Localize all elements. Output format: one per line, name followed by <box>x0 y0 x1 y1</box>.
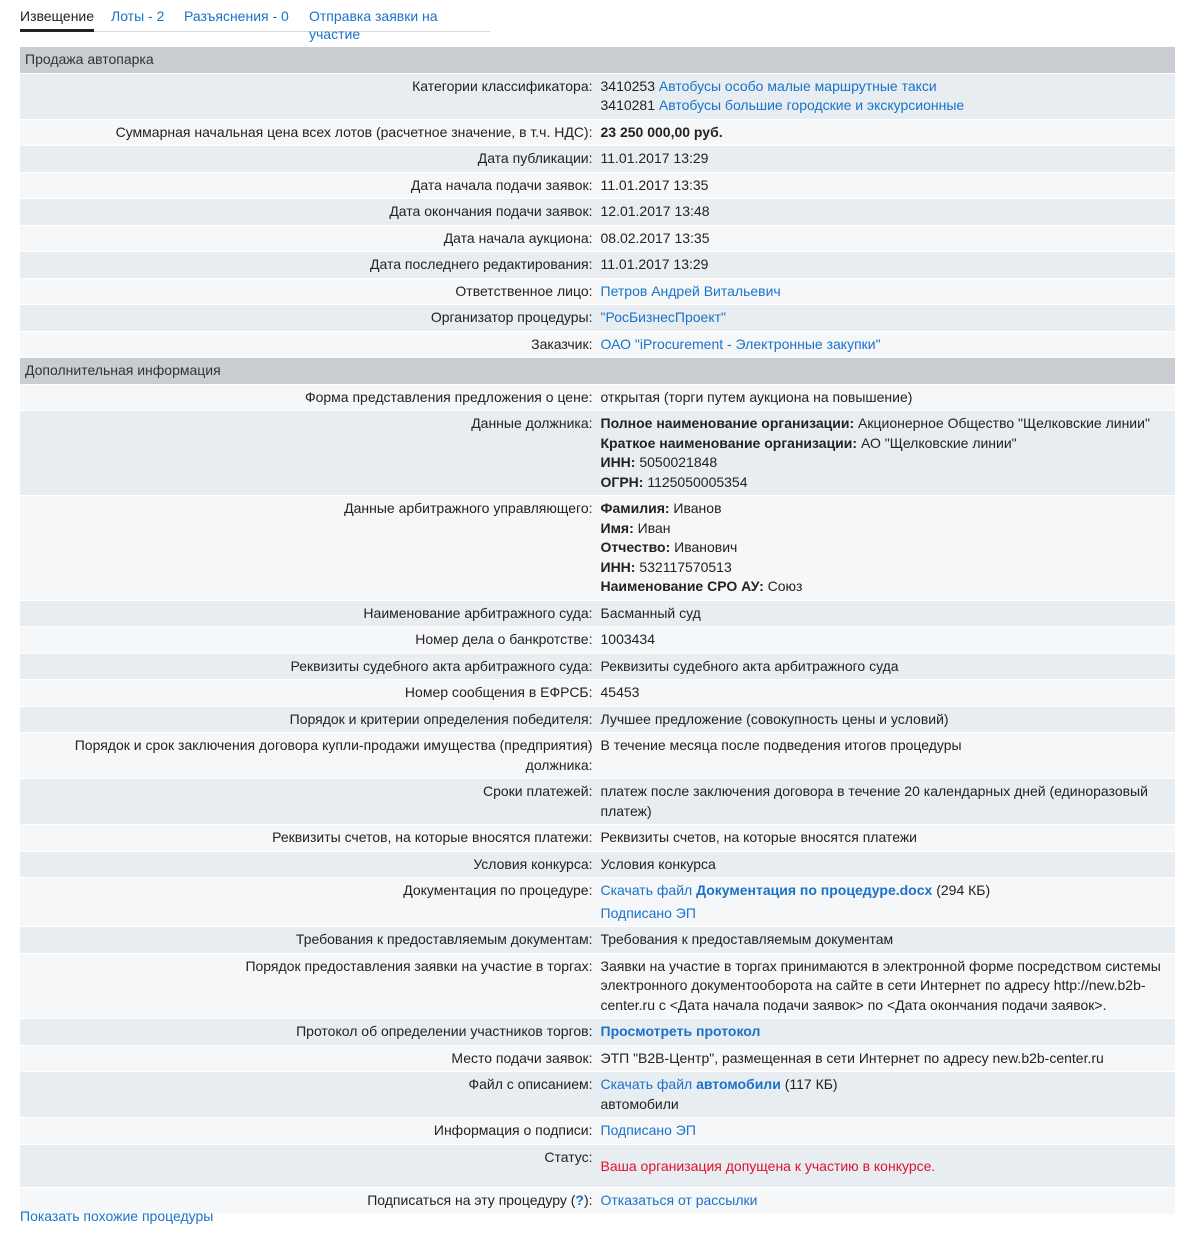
categories-value <box>598 73 1176 119</box>
field-label: Отчество: <box>600 539 671 555</box>
payment-terms-label: Сроки платежей: <box>20 779 598 825</box>
pub-date-label: Дата публикации: <box>20 146 598 173</box>
field-value: АО "Щелковские линии" <box>860 434 1017 451</box>
conditions-value: Условия конкурса <box>598 851 1176 878</box>
row-accounts <box>20 825 1175 852</box>
signed-link[interactable]: Подписано ЭП <box>600 904 696 921</box>
section-header <box>20 358 1175 385</box>
documentation-value <box>598 878 1176 927</box>
unsubscribe-link[interactable]: Отказаться от рассылки <box>600 1192 758 1208</box>
field-label: Фамилия: <box>600 500 670 516</box>
row-description-file <box>20 1072 1175 1118</box>
field-label: ОГРН: <box>600 473 644 490</box>
description-file-value <box>598 1072 1176 1118</box>
price-form-label: Форма представления предложения о цене: <box>20 384 598 411</box>
auction-date-value: 08.02.2017 13:35 <box>598 225 1176 252</box>
download-file-link[interactable]: Скачать файл <box>600 882 693 898</box>
row-winner-criteria <box>20 706 1175 733</box>
field-value: Союз <box>767 578 803 594</box>
start-date-value: 11.01.2017 13:35 <box>598 172 1176 199</box>
row-auction-date <box>20 225 1175 252</box>
signature-info-label: Информация о подписи: <box>20 1118 598 1145</box>
field-value: 1125050005354 <box>647 473 748 490</box>
section-title-additional: Дополнительная информация <box>20 358 1175 385</box>
help-icon[interactable]: ? <box>575 1192 584 1208</box>
total-price-label: Суммарная начальная цена всех лотов (расчетное значение, в т.ч. НДС): <box>20 119 598 146</box>
description-file-link[interactable]: автомобили <box>696 1076 781 1092</box>
doc-requirements-value: Требования к предоставляемым документам <box>598 927 1176 954</box>
field-value: 532117570513 <box>639 558 732 575</box>
doc-requirements-label: Требования к предоставляемым документам: <box>20 927 598 954</box>
field-label: Полное наименование организации: <box>600 415 855 431</box>
documentation-file-link[interactable]: Документация по процедуре.docx <box>696 882 933 898</box>
responsible-link[interactable]: Петров Андрей Витальевич <box>600 282 781 299</box>
row-start-date <box>20 172 1175 199</box>
subscribe-label-text: Подписаться на эту процедуру ( <box>367 1192 576 1208</box>
row-pub-date <box>20 146 1175 173</box>
documentation-label: Документация по процедуре: <box>20 878 598 927</box>
tab-notice[interactable]: Извещение <box>20 8 95 24</box>
field-value: Иванов <box>673 500 722 516</box>
category-code: 3410281 <box>600 97 656 113</box>
section-header <box>20 47 1175 73</box>
application-order-value: Заявки на участие в торгах принимаются в электронной форме посредством системы электронного документооборота на сайте в сети Интернет по адресу http://new.b2b-center.ru с <Дата начала подачи заявок> по <Дата окончания подачи заявок>. <box>598 953 1176 1019</box>
start-date-label: Дата начала подачи заявок: <box>20 172 598 199</box>
row-protocol <box>20 1019 1175 1046</box>
auction-date-label: Дата начала аукциона: <box>20 225 598 252</box>
row-price-form <box>20 384 1175 411</box>
category-code: 3410253 <box>600 77 656 94</box>
row-case-no <box>20 627 1175 654</box>
section-title-sale: Продажа автопарка <box>20 47 1175 73</box>
field-label: Краткое наименование организации: <box>600 434 858 451</box>
application-order-label: Порядок предоставления заявки на участие в торгах: <box>20 953 598 1019</box>
row-customer <box>20 331 1175 358</box>
field-value: Иванович <box>674 539 738 555</box>
row-manager <box>20 496 1175 601</box>
payment-terms-value: платеж после заключения договора в течение 20 календарных дней (единоразовый платеж) <box>598 779 1176 825</box>
row-debtor <box>20 411 1175 496</box>
field-value: Иван <box>637 519 671 536</box>
tab-bar <box>20 0 490 42</box>
view-protocol-link[interactable]: Просмотреть протокол <box>600 1023 761 1039</box>
row-signature-info <box>20 1118 1175 1145</box>
show-similar-link[interactable]: Показать похожие процедуры <box>20 1208 214 1224</box>
contract-order-value: В течение месяца после подведения итогов процедуры <box>598 733 1176 779</box>
row-categories <box>20 73 1175 119</box>
price-form-value: открытая (торги путем аукциона на повышение) <box>598 384 1176 411</box>
row-court <box>20 600 1175 627</box>
customer-label: Заказчик: <box>20 331 598 358</box>
edit-date-value: 11.01.2017 13:29 <box>598 252 1176 279</box>
responsible-label: Ответственное лицо: <box>20 278 598 305</box>
row-responsible <box>20 278 1175 305</box>
field-label: ИНН: <box>600 558 636 575</box>
row-doc-requirements <box>20 927 1175 954</box>
tab-clarifications[interactable]: Разъяснения - 0 <box>184 8 289 24</box>
organizer-link[interactable]: "РосБизнесПроект" <box>600 309 727 325</box>
row-end-date <box>20 199 1175 226</box>
category-link[interactable]: Автобусы большие городские и экскурсионные <box>658 97 965 113</box>
row-place <box>20 1045 1175 1072</box>
pub-date-value: 11.01.2017 13:29 <box>598 146 1176 173</box>
court-value: Басманный суд <box>598 600 1176 627</box>
end-date-value: 12.01.2017 13:48 <box>598 199 1176 226</box>
court-act-value: Реквизиты судебного акта арбитражного суда <box>598 653 1176 680</box>
end-date-label: Дата окончания подачи заявок: <box>20 199 598 226</box>
file-size: (117 КБ) <box>784 1076 838 1092</box>
subscribe-label-end: ): <box>583 1192 593 1208</box>
accounts-label: Реквизиты счетов, на которые вносятся платежи: <box>20 825 598 852</box>
winner-criteria-label: Порядок и критерии определения победителя: <box>20 706 598 733</box>
field-label: Имя: <box>600 519 634 536</box>
file-size: (294 КБ) <box>936 882 991 898</box>
efrsb-label: Номер сообщения в ЕФРСБ: <box>20 680 598 707</box>
tab-lots[interactable]: Лоты - 2 <box>111 8 165 24</box>
contract-order-label: Порядок и срок заключения договора купли-продажи имущества (предприятия) должника: <box>20 733 598 779</box>
procedure-info-table <box>20 47 1175 1215</box>
row-payment-terms <box>20 779 1175 825</box>
download-file-link[interactable]: Скачать файл <box>600 1076 693 1092</box>
status-label: Статус: <box>20 1144 598 1188</box>
court-label: Наименование арбитражного суда: <box>20 600 598 627</box>
winner-criteria-value: Лучшее предложение (совокупность цены и условий) <box>598 706 1176 733</box>
categories-label: Категории классификатора: <box>20 73 598 119</box>
case-no-label: Номер дела о банкротстве: <box>20 627 598 654</box>
place-value: ЭТП "B2B-Центр", размещенная в сети Интернет по адресу new.b2b-center.ru <box>598 1045 1176 1072</box>
row-efrsb <box>20 680 1175 707</box>
row-conditions <box>20 851 1175 878</box>
row-status <box>20 1144 1175 1188</box>
row-documentation <box>20 878 1175 927</box>
field-value: 5050021848 <box>639 454 718 470</box>
file-caption: автомобили <box>600 1095 679 1112</box>
manager-label: Данные арбитражного управляющего: <box>20 496 598 601</box>
description-file-label: Файл с описанием: <box>20 1072 598 1118</box>
protocol-label: Протокол об определении участников торгов: <box>20 1019 598 1046</box>
row-edit-date <box>20 252 1175 279</box>
row-total-price <box>20 119 1175 146</box>
status-value: Ваша организация допущена к участию в конкурсе. <box>598 1144 1176 1188</box>
customer-link[interactable]: ОАО "iProcurement - Электронные закупки" <box>600 335 881 352</box>
category-link[interactable]: Автобусы особо малые маршрутные такси <box>658 77 937 94</box>
manager-value <box>598 496 1176 601</box>
row-application-order <box>20 953 1175 1019</box>
row-court-act <box>20 653 1175 680</box>
row-contract-order <box>20 733 1175 779</box>
total-price-value: 23 250 000,00 руб. <box>598 119 1176 146</box>
field-label: Наименование СРО АУ: <box>600 578 764 594</box>
conditions-label: Условия конкурса: <box>20 851 598 878</box>
efrsb-value: 45453 <box>598 680 1176 707</box>
field-label: ИНН: <box>600 454 636 470</box>
organizer-label: Организатор процедуры: <box>20 305 598 332</box>
row-organizer <box>20 305 1175 332</box>
debtor-label: Данные должника: <box>20 411 598 496</box>
accounts-value: Реквизиты счетов, на которые вносятся платежи <box>598 825 1176 852</box>
debtor-value <box>598 411 1176 496</box>
tab-send-application[interactable]: Отправка заявки на участие <box>309 8 438 42</box>
signed-link[interactable]: Подписано ЭП <box>600 1122 696 1138</box>
case-no-value: 1003434 <box>598 627 1176 654</box>
court-act-label: Реквизиты судебного акта арбитражного суда: <box>20 653 598 680</box>
field-value: Акционерное Общество "Щелковские линии" <box>858 415 1150 431</box>
place-label: Место подачи заявок: <box>20 1045 598 1072</box>
edit-date-label: Дата последнего редактирования: <box>20 252 598 279</box>
